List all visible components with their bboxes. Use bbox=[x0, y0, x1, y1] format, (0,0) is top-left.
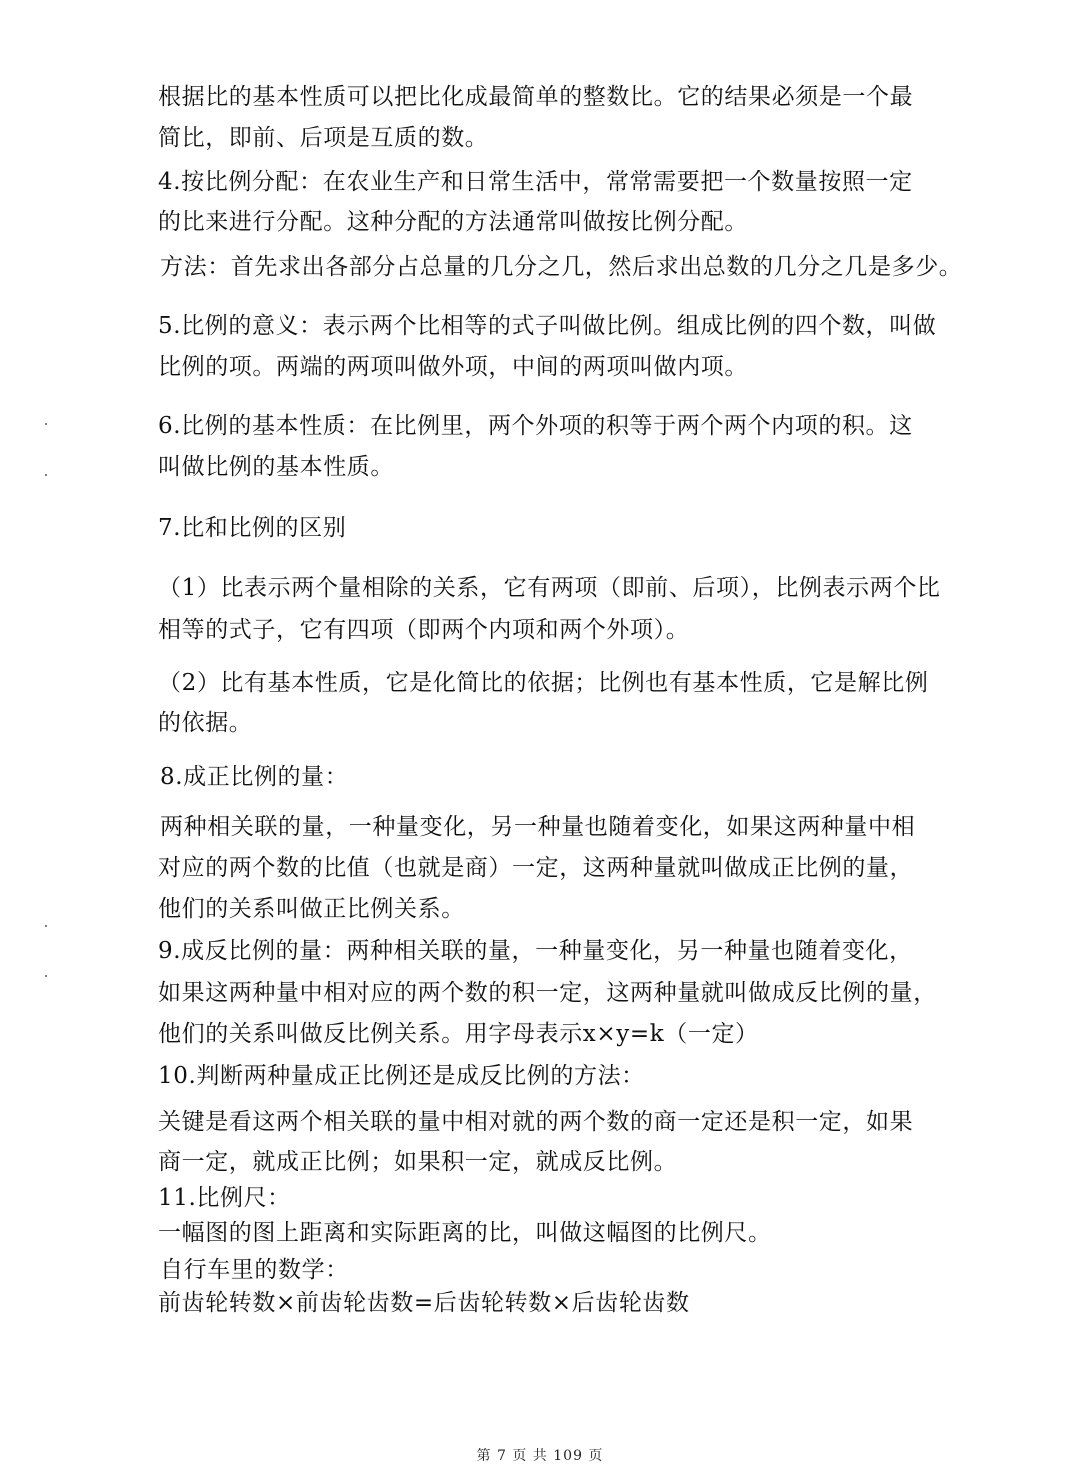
text-line: 他们的关系叫做正比例关系。 bbox=[158, 896, 465, 922]
scan-speck bbox=[45, 975, 47, 977]
text-line: （1）比表示两个量相除的关系，它有两项（即前、后项），比例表示两个比 bbox=[158, 575, 941, 601]
text-line: 一幅图的图上距离和实际距离的比，叫做这幅图的比例尺。 bbox=[158, 1220, 772, 1246]
text-line: 关键是看这两个相关联的量中相对就的两个数的商一定还是积一定，如果 bbox=[158, 1109, 914, 1135]
text-line: 6.比例的基本性质：在比例里，两个外项的积等于两个两个内项的积。这 bbox=[158, 413, 913, 439]
text-line: 前齿轮转数×前齿轮齿数=后齿轮转数×后齿轮齿数 bbox=[158, 1290, 690, 1316]
scan-speck bbox=[45, 474, 47, 476]
text-line: 简比，即前、后项是互质的数。 bbox=[158, 125, 489, 151]
text-line: 5.比例的意义：表示两个比相等的式子叫做比例。组成比例的四个数，叫做 bbox=[158, 313, 937, 339]
text-line: 9.成反比例的量：两种相关联的量，一种量变化，另一种量也随着变化， bbox=[158, 938, 913, 964]
text-line: 的依据。 bbox=[158, 710, 253, 736]
text-line: 两种相关联的量，一种量变化，另一种量也随着变化，如果这两种量中相 bbox=[160, 814, 916, 840]
text-line: 商一定，就成正比例；如果积一定，就成反比例。 bbox=[158, 1149, 678, 1175]
section-heading: 7.比和比例的区别 bbox=[158, 515, 347, 541]
section-heading: 8.成正比例的量： bbox=[160, 764, 349, 790]
text-line: 对应的两个数的比值（也就是商）一定，这两种量就叫做成正比例的量， bbox=[158, 855, 914, 881]
section-heading: 10.判断两种量成正比例还是成反比例的方法： bbox=[158, 1063, 645, 1089]
text-line: 他们的关系叫做反比例关系。用字母表示x×y=k（一定） bbox=[158, 1021, 759, 1047]
page-footer: 第 7 页 共 109 页 bbox=[476, 1448, 604, 1464]
text-line: （2）比有基本性质，它是化简比的依据；比例也有基本性质，它是解比例 bbox=[158, 670, 929, 696]
scan-speck bbox=[45, 925, 47, 927]
text-line: 根据比的基本性质可以把比化成最简单的整数比。它的结果必须是一个最 bbox=[158, 84, 914, 110]
text-line: 相等的式子，它有四项（即两个内项和两个外项）。 bbox=[158, 617, 690, 643]
text-line: 自行车里的数学： bbox=[160, 1257, 349, 1283]
text-line: 4.按比例分配：在农业生产和日常生活中，常常需要把一个数量按照一定 bbox=[158, 169, 913, 195]
text-line: 方法：首先求出各部分占总量的几分之几，然后求出总数的几分之几是多少。 bbox=[160, 254, 963, 280]
scan-speck bbox=[45, 423, 47, 425]
text-line: 叫做比例的基本性质。 bbox=[158, 454, 394, 480]
text-line: 比例的项。两端的两项叫做外项，中间的两项叫做内项。 bbox=[158, 354, 748, 380]
text-line: 的比来进行分配。这种分配的方法通常叫做按比例分配。 bbox=[158, 209, 748, 235]
text-line: 如果这两种量中相对应的两个数的积一定，这两种量就叫做成反比例的量， bbox=[158, 980, 937, 1006]
section-heading: 11.比例尺： bbox=[158, 1185, 291, 1211]
